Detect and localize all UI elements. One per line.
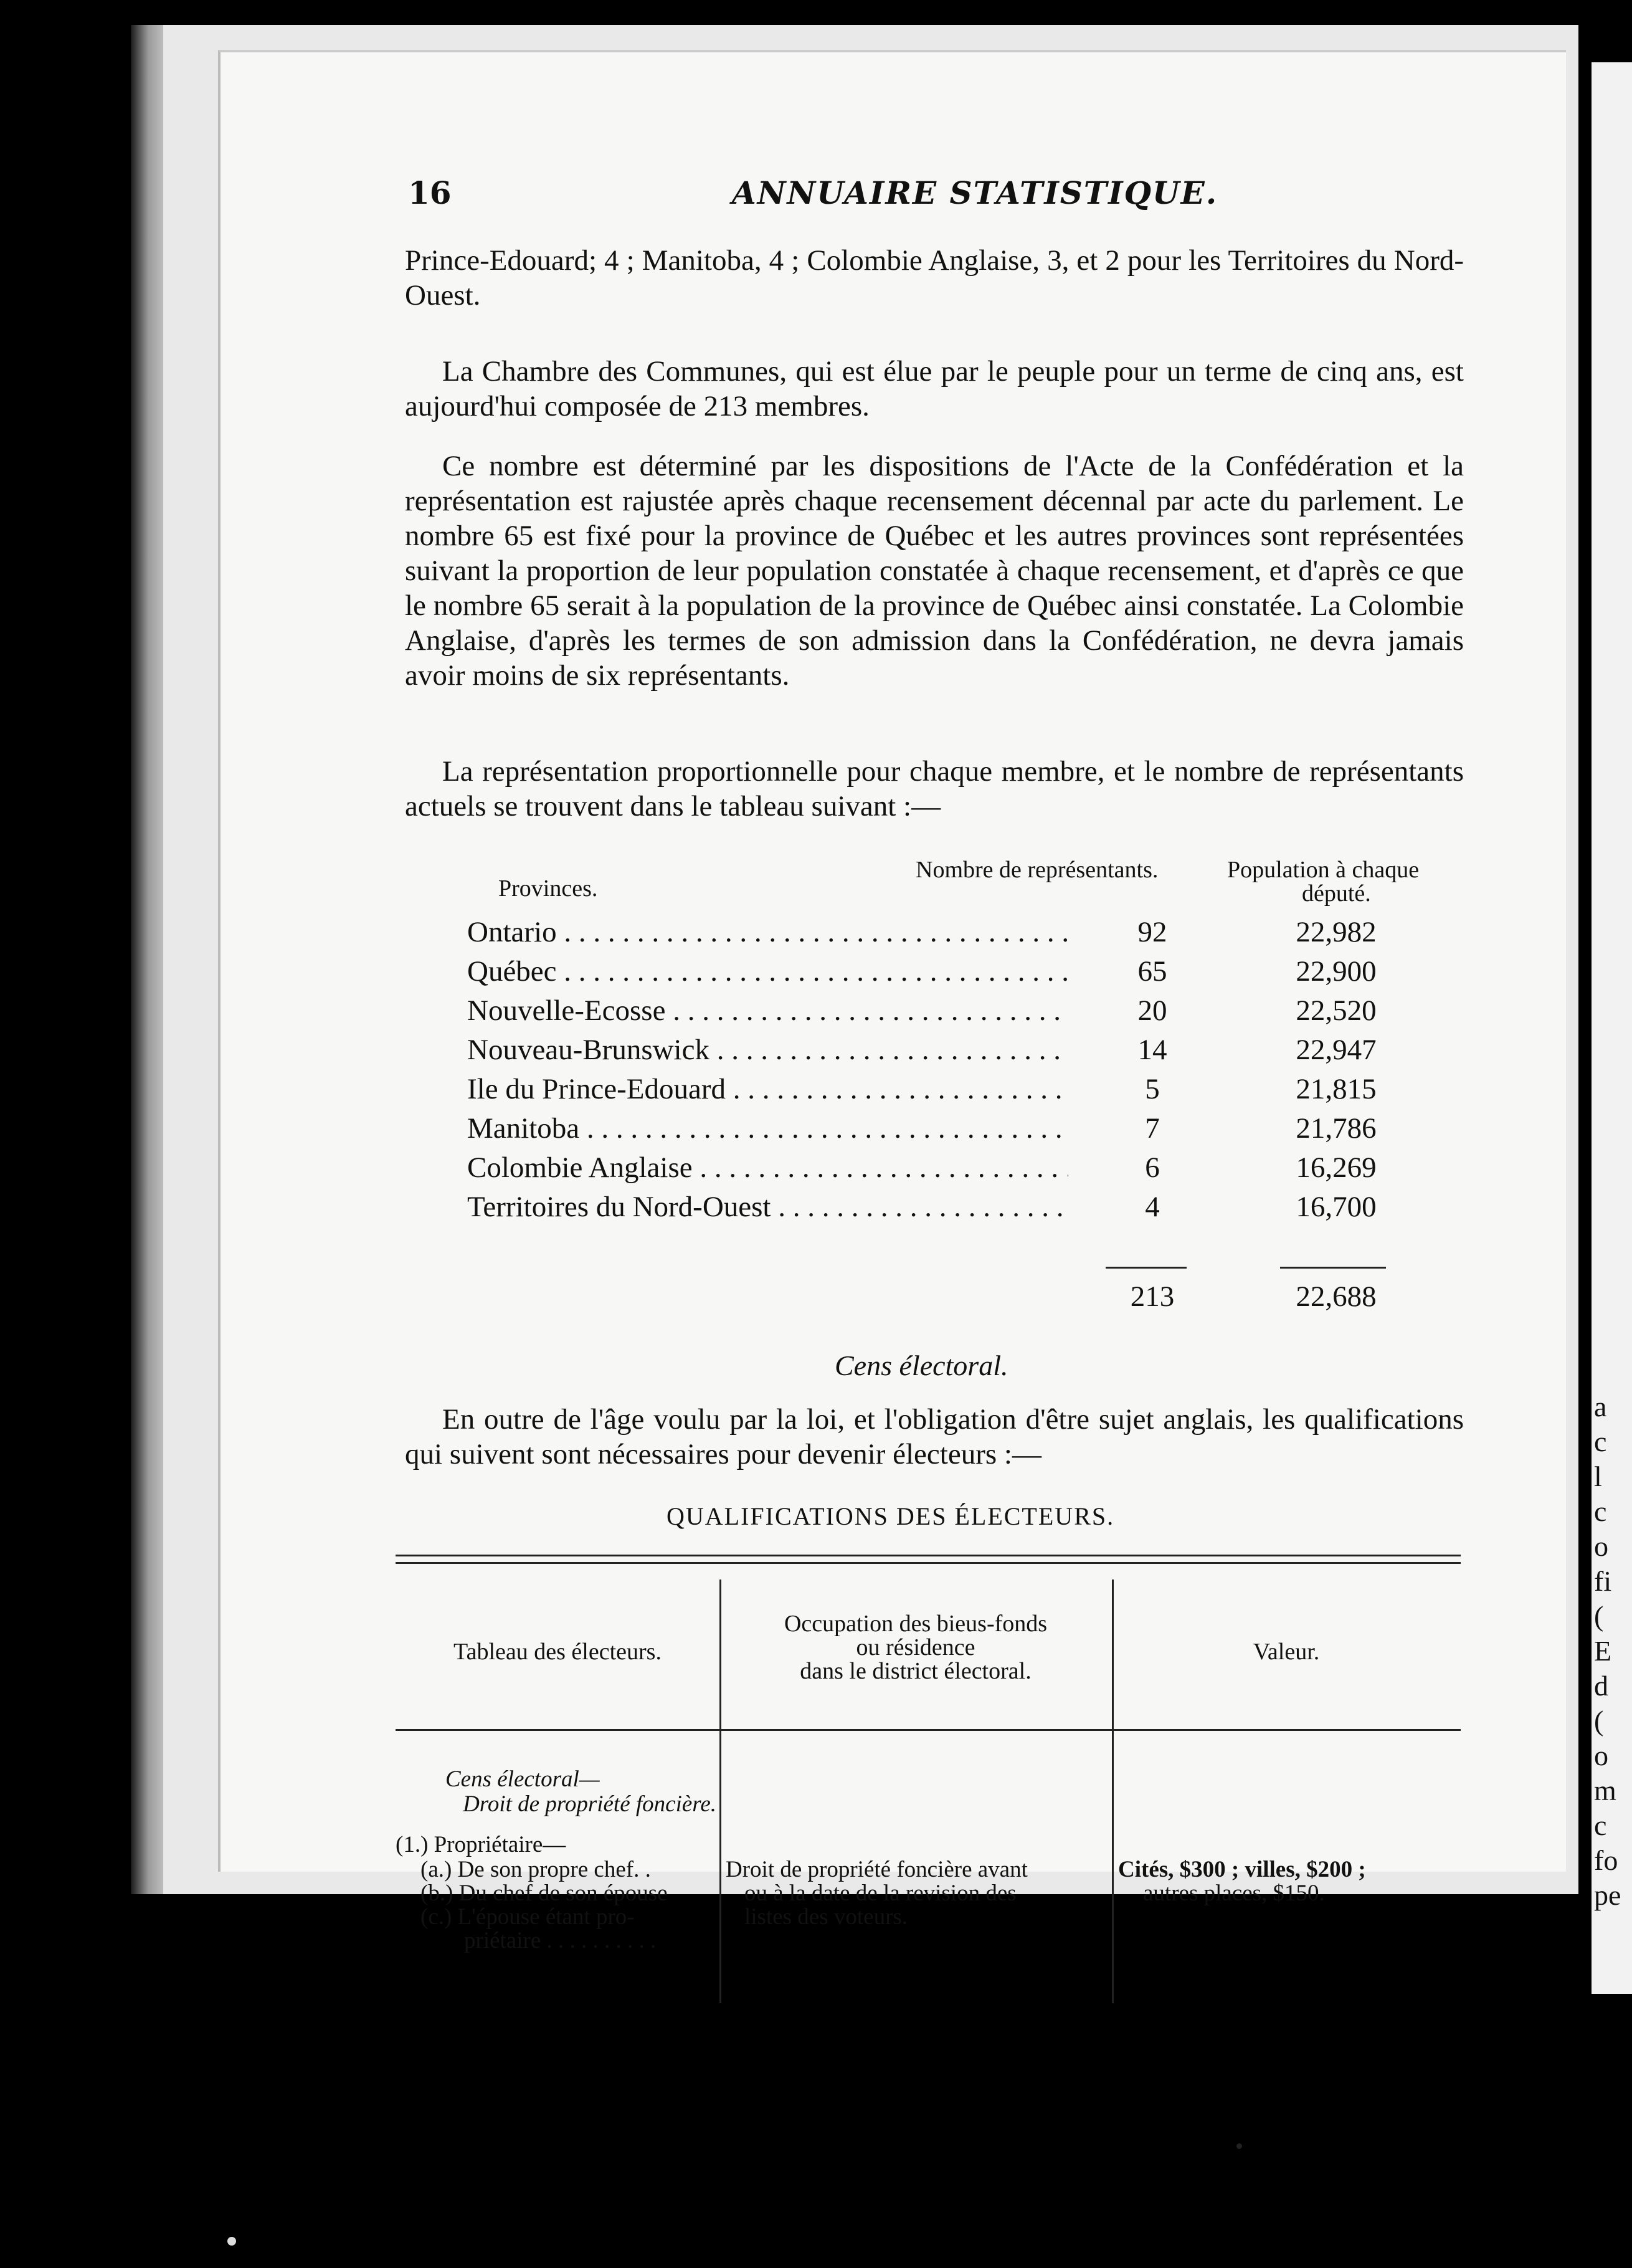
table-row: [467, 1148, 1464, 1187]
header-valeur: Valeur.: [1253, 1639, 1320, 1665]
scan-speck: [1236, 2143, 1242, 2149]
qualifications-title: QUALIFICATIONS DES ÉLECTEURS.: [667, 1502, 1115, 1530]
droit-propriete-heading: Droit de propriété foncière.: [463, 1791, 716, 1817]
header-occupation-l1: Occupation des bieus-fonds: [784, 1611, 1048, 1637]
province-name: Colombie Anglaise . . .: [467, 1148, 1068, 1187]
representatives-count: 4: [1145, 1191, 1160, 1223]
occupation-text-l1: Droit de propriété foncière avant: [726, 1857, 1028, 1882]
table-row: [467, 1031, 1464, 1069]
valeur-text-l1: Cités, $300 ; villes, $200 ;: [1118, 1857, 1366, 1882]
population-per-member: 21,786: [1296, 1112, 1377, 1145]
proprietaire-c-cont: priétaire . . . . . . . . . .: [464, 1928, 657, 1953]
neighbor-fragment: o: [1594, 1530, 1608, 1562]
province-name: Territoires du Nord-Ouest . . .: [467, 1188, 1068, 1226]
table-top-rule-double: [396, 1562, 1461, 1564]
proprietaire-item: (1.) Propriétaire—: [396, 1832, 566, 1857]
table-row: [467, 1188, 1464, 1226]
totals-row: [467, 1277, 1464, 1316]
header-occupation-l2: ou résidence: [856, 1634, 975, 1660]
representatives-count: 6: [1145, 1151, 1160, 1184]
paragraph-table-intro: La représentation proportionnelle pour chaque membre, et le nombre de représentants actuels se trouvent dans le tableau suivant :—: [405, 755, 1464, 822]
neighbor-fragment: (: [1594, 1705, 1604, 1737]
neighbor-fragment: d: [1594, 1670, 1608, 1702]
col-header-population-l1: Population à chaque: [1227, 857, 1420, 883]
province-name: Québec . . .: [467, 952, 1068, 991]
table-top-rule: [396, 1555, 1461, 1556]
section-title-cens: Cens électoral.: [835, 1350, 1008, 1381]
population-per-member: 16,269: [1296, 1151, 1377, 1184]
total-representatives: 213: [1130, 1280, 1175, 1313]
scan-speck: [227, 2237, 236, 2246]
cens-heading: Cens électoral—: [445, 1766, 600, 1792]
neighbor-fragment: pe: [1594, 1879, 1621, 1911]
column-divider: [719, 1580, 721, 2003]
qualifications-table: [396, 1555, 1461, 2003]
table-row: [467, 1109, 1464, 1148]
running-title: ANNUAIRE STATISTIQUE.: [732, 174, 1218, 211]
paragraph-qualifications-intro: En outre de l'âge voulu par la loi, et l'obligation d'être sujet anglais, les qualifications qui suivent sont nécessaires pour devenir électeurs :—: [405, 1403, 1464, 1470]
representatives-count: 14: [1137, 1034, 1167, 1066]
paragraph-continuation: Prince-Edouard; 4 ; Manitoba, 4 ; Colombie Anglaise, 3, et 2 pour les Territoires du Nord-Ouest.: [405, 244, 1464, 312]
adjacent-page-strip: [1592, 62, 1632, 1994]
population-per-member: 22,982: [1296, 916, 1377, 948]
population-per-member: 21,815: [1296, 1073, 1377, 1105]
representatives-count: 5: [1145, 1073, 1160, 1105]
proprietaire-a: (a.) De son propre chef. .: [420, 1857, 651, 1882]
neighbor-fragment: m: [1594, 1775, 1616, 1806]
table-row: [467, 1070, 1464, 1108]
province-name: Nouvelle-Ecosse . . .: [467, 991, 1068, 1030]
paragraph-commons: La Chambre des Communes, qui est élue par le peuple pour un terme de cinq ans, est aujourd'hui composée de 213 membres.: [405, 355, 1464, 422]
neighbor-fragment: a: [1594, 1391, 1607, 1422]
col-header-population-l2: député.: [1302, 880, 1371, 907]
province-name: Ontario . . .: [467, 913, 1068, 951]
average-population: 22,688: [1296, 1280, 1377, 1313]
occupation-text-l2: ou à la date de la revision des: [744, 1880, 1017, 1906]
paragraph-representation-rules: Ce nombre est déterminé par les dispositions de l'Acte de la Confédération et la représentation est rajustée après chaque recensement décennal par acte du parlement. Le nombre 65 est fixé pour la province de Québec et les autres provinces sont représentées suivant la proportion de leur population constatée à chaque recensement, et d'après ce que le nombre 65 serait à la population de la province de Québec ainsi constatée. La Colombie Anglaise, d'après les termes de son admission dans la Confédération, ne devra jamais avoir moins de six représentants.: [405, 450, 1464, 692]
page-header: [408, 174, 1467, 218]
province-name: Ile du Prince-Edouard . . .: [467, 1070, 1068, 1108]
neighbor-fragment: c: [1594, 1809, 1607, 1841]
col-header-provinces: Provinces.: [498, 875, 598, 902]
valeur-text-l2: autres places, $150.: [1143, 1880, 1325, 1906]
header-bottom-rule: [396, 1729, 1461, 1731]
population-per-member: 16,700: [1296, 1191, 1377, 1223]
neighbor-fragment: fi: [1594, 1565, 1612, 1597]
table-row: [467, 991, 1464, 1030]
representatives-count: 92: [1137, 916, 1167, 948]
neighbor-fragment: c: [1594, 1495, 1607, 1527]
col-header-representatives: Nombre de représentants.: [916, 857, 1159, 883]
occupation-text-l3: listes des voteurs.: [744, 1904, 908, 1930]
neighbor-fragment: (: [1594, 1600, 1604, 1632]
representatives-count: 7: [1145, 1112, 1160, 1145]
total-rule-population: [1280, 1267, 1386, 1269]
proprietaire-b: (b.) Du chef de son épouse: [420, 1880, 668, 1906]
header-tableau: Tableau des électeurs.: [453, 1639, 662, 1665]
province-name: Manitoba . . .: [467, 1109, 1068, 1148]
representation-table: [464, 857, 1467, 1324]
population-per-member: 22,947: [1296, 1034, 1377, 1066]
page-number: 16: [408, 174, 452, 211]
neighbor-fragment: o: [1594, 1740, 1608, 1771]
neighbor-fragment: c: [1594, 1426, 1607, 1457]
header-occupation-l3: dans le district électoral.: [800, 1658, 1032, 1684]
total-rule-reps: [1106, 1267, 1187, 1269]
population-per-member: 22,900: [1296, 955, 1377, 988]
representatives-count: 65: [1137, 955, 1167, 988]
proprietaire-c: (c.) L'épouse étant pro-: [420, 1904, 635, 1930]
province-name: Nouveau-Brunswick . . .: [467, 1031, 1068, 1069]
neighbor-fragment: l: [1594, 1460, 1602, 1492]
neighbor-fragment: fo: [1594, 1844, 1618, 1876]
population-per-member: 22,520: [1296, 994, 1377, 1027]
table-row: [467, 913, 1464, 951]
neighbor-fragment: E: [1594, 1635, 1612, 1667]
column-divider: [1112, 1580, 1114, 2003]
table-row: [467, 952, 1464, 991]
representatives-count: 20: [1137, 994, 1167, 1027]
